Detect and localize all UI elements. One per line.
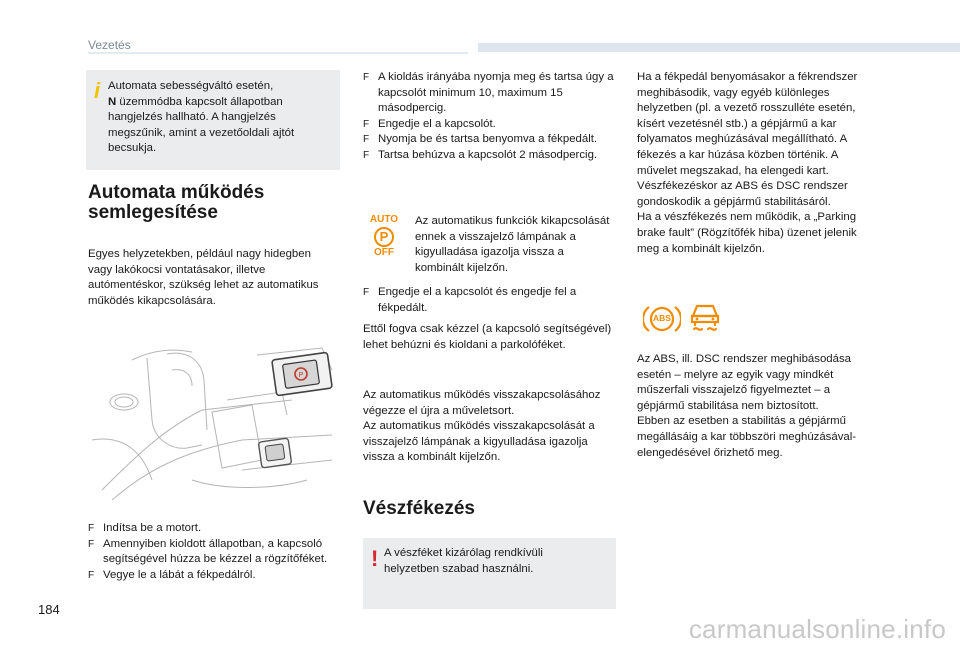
reactivate-confirmation: Az automatikus működés visszakapcsolását a visszajelző lámpának a kigyulladása igazolja vissza a kombinált kijelzőn. xyxy=(363,420,595,464)
col3-abs-failure-text xyxy=(637,352,877,461)
section-heading-emergency: Vészfékezés xyxy=(363,498,475,519)
step-text: Amennyiben kioldott állapotban, a kapcsoló segítségével húzza be kézzel a rögzítőféket. xyxy=(103,537,328,566)
step-item xyxy=(363,285,618,316)
info-note-rest: hangjelzés hallható. A hangjelzés megszűnik, amint a vezetőoldali ajtót becsukja. xyxy=(108,111,295,155)
gear-n-label: N xyxy=(108,95,117,108)
step-text: Nyomja be és tartsa benyomva a fékpedált. xyxy=(378,133,598,146)
dsc-car-skid-icon xyxy=(687,300,723,336)
section-heading-auto-disable xyxy=(88,183,348,223)
parking-brake-switch-illustration xyxy=(92,340,342,502)
bullet-flag-icon: F xyxy=(88,569,95,581)
reactivate-instruction: Az automatikus működés visszakapcsolásához végezze el újra a műveletsort. xyxy=(363,389,601,417)
warning-note-text: A vészféket kizárólag rendkívüli helyzetben szabad használni. xyxy=(384,547,543,575)
step-item xyxy=(88,568,346,584)
step-item xyxy=(88,537,346,568)
bullet-flag-icon: F xyxy=(88,523,95,534)
step-text: Tartsa behúzva a kapcsolót 2 másodpercig. xyxy=(378,148,598,161)
step-item xyxy=(363,117,618,133)
step-text: Vegye le a lábát a fékpedálról. xyxy=(103,568,256,581)
step-text: Engedje el a kapcsolót. xyxy=(378,117,496,130)
bullet-flag-icon: F xyxy=(363,72,370,83)
info-note-line1: Automata sebességváltó esetén, xyxy=(108,80,274,92)
bullet-flag-icon: F xyxy=(363,287,370,298)
warning-note xyxy=(363,538,616,609)
step-text: Indítsa be a motort. xyxy=(103,522,202,534)
auto-disable-intro: Egyes helyzetekben, például nagy hidegben vagy lakókocsi vontatásakor, illetve autómentéskor, szükség lehet az automatikus működés kikapcsolására. xyxy=(88,248,319,307)
console-illustration xyxy=(92,340,342,502)
col1-steps xyxy=(88,521,346,583)
park-letter: P xyxy=(379,229,389,244)
warning-icon: ! xyxy=(371,546,379,571)
off-label: OFF xyxy=(374,247,394,258)
info-note-line2-rest: üzemmódba kapcsolt állapotban xyxy=(116,95,283,108)
manual-only-paragraph: Ettől fogva csak kézzel (a kapcsoló segítségével) lehet behúzni és kioldani a parkolóféket. xyxy=(363,323,612,351)
reactivate-paragraph xyxy=(363,388,618,466)
dsc-warning-icon xyxy=(687,300,723,336)
info-note xyxy=(86,70,340,170)
step-text: Engedje el a kapcsolót és engedje fel a fékpedált. xyxy=(378,286,577,314)
info-icon: i xyxy=(94,78,101,103)
section-title: Vezetés xyxy=(88,38,131,52)
park-circle-icon xyxy=(374,227,394,247)
heading-line2: semlegesítése xyxy=(88,202,218,223)
abs-failure-paragraph: Az ABS, ill. DSC rendszer meghibásodása esetén – melyre az egyik vagy mindkét műszerfali visszajelző figyelmeztet – a gépjármű stabilitása nem biztosított. xyxy=(637,353,851,412)
col2-steps-2 xyxy=(363,285,618,316)
abs-warning-icon xyxy=(643,302,681,336)
heading-line1: Automata működés xyxy=(88,182,265,203)
step-item xyxy=(88,521,346,537)
auto-label: AUTO xyxy=(369,214,399,225)
header-divider xyxy=(88,52,468,54)
bullet-flag-icon: F xyxy=(363,134,370,146)
header-band xyxy=(478,43,960,52)
page-number: 184 xyxy=(38,602,60,617)
col3-emergency-text xyxy=(637,70,877,257)
auto-off-explanation: Az automatikus funkciók kikapcsolását ennek a visszajelző lámpának a kigyulladása igazolja vissza a kombinált kijelzőn. xyxy=(415,215,610,274)
auto-off-park-icon xyxy=(363,215,405,261)
step-item xyxy=(363,70,618,117)
bullet-flag-icon: F xyxy=(88,538,95,550)
step-item xyxy=(363,148,618,164)
abs-label: ABS xyxy=(653,313,671,323)
stability-advice-paragraph: Ebben az esetben a stabilitás a gépjármű megállásáig a kar többszöri meghúzásával- elengedésével őrizhető meg. xyxy=(637,415,857,459)
brake-fault-paragraph: Ha a vészfékezés nem működik, a „Parking brake fault” (Rögzítőfék hiba) üzenet jelenik meg a kombinált kijelzőn. xyxy=(637,211,857,255)
info-note-text xyxy=(108,79,332,157)
emergency-brake-paragraph: Ha a fékpedál benyomásakor a fékrendszer meghibásodik, vagy egyéb különleges helyzetben (pl. a vezető rosszulléte esetén, kísért vezetésnél stb.) a gépjármű a kar folyamatos meghúzásával megállítható. A fékezés a kar húzása közben történik. A művelet megszakad, ha elengedi kart. xyxy=(637,71,858,177)
bullet-flag-icon: F xyxy=(363,118,370,130)
col2-steps xyxy=(363,70,618,164)
bullet-flag-icon: F xyxy=(363,149,370,161)
abs-dsc-stability-paragraph: Vészfékezéskor az ABS és DSC rendszer gondoskodik a gépjármű stabilitásáról. xyxy=(637,180,848,208)
step-item xyxy=(363,132,618,148)
info-note-line2 xyxy=(108,95,332,111)
watermark: carmanualsonline.info xyxy=(688,614,946,644)
svg-text:P: P xyxy=(298,372,304,379)
step-text: A kioldás irányába nyomja meg és tartsa úgy a kapcsolót minimum 10, maximum 15 másodpercig. xyxy=(378,71,614,115)
